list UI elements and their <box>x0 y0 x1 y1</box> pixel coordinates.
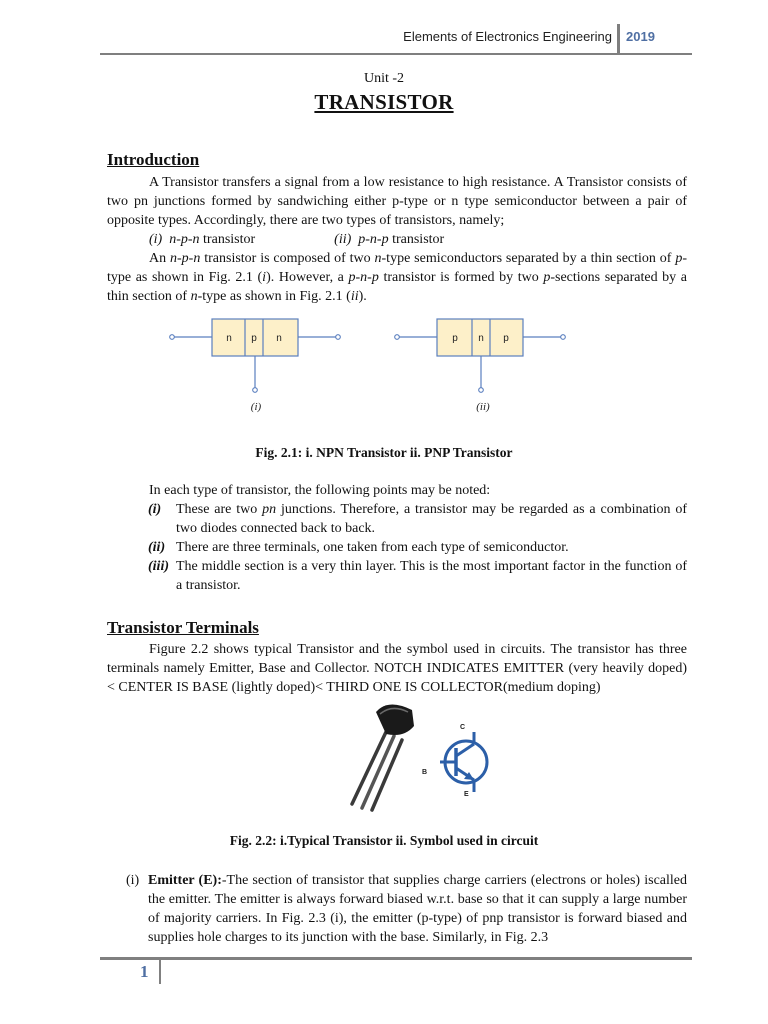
type-ii-word: transistor <box>392 232 445 247</box>
intro-paragraph <box>107 173 687 306</box>
pnp-layer-1: p <box>452 333 458 344</box>
emitter-num: (i) <box>126 873 140 888</box>
pnp-diagram <box>390 314 570 418</box>
transistor-symbol <box>422 724 487 798</box>
base-label: B <box>422 769 428 776</box>
note-num: (iii) <box>148 559 169 574</box>
note-num: (ii) <box>148 540 166 555</box>
npn-diagram <box>165 314 345 418</box>
note-text: The middle section is a very thin layer. This is the most important factor in the function of a transistor. <box>176 559 687 593</box>
emitter-label: E <box>464 791 469 798</box>
terminals-heading: Transistor Terminals <box>107 618 259 637</box>
transistor-types-line <box>107 230 687 249</box>
npn-label: (i) <box>250 401 262 413</box>
fig-2-1-caption: Fig. 2.1: i. NPN Transistor ii. PNP Transistor <box>255 445 513 460</box>
note-text: These are two pn junctions. Therefore, a transistor may be regarded as a combination of two diodes connected back to back. <box>176 502 688 536</box>
terminals-paragraph <box>107 640 687 697</box>
type-ii-name: p-n-p <box>358 232 389 247</box>
pnp-layer-2: n <box>478 333 484 344</box>
note-item <box>148 557 687 595</box>
running-header-title: Elements of Electronics Engineering <box>403 29 612 44</box>
npn-pnp-paragraph: An n-p-n transistor is composed of two n-type semiconductors separated by a thin section of p-type as shown in Fig. 2.1 (i). However, a p-n-p transistor is formed by two p-sections separated by a thin section of n-type as shown in Fig. 2.1 (ii). <box>107 251 688 304</box>
notes-lead: In each type of transistor, the following points may be noted: <box>149 483 491 498</box>
fig-2-2-caption: Fig. 2.2: i.Typical Transistor ii. Symbol used in circuit <box>229 833 539 848</box>
pnp-label: (ii) <box>476 401 490 413</box>
type-i-word: transistor <box>203 232 256 247</box>
collector-label: C <box>460 724 466 731</box>
header-divider <box>617 24 620 55</box>
page-title: TRANSISTOR <box>314 90 454 114</box>
unit-label: Unit -2 <box>363 71 405 86</box>
type-i-num: (i) <box>149 232 163 247</box>
type-i-name: n-p-n <box>169 232 200 247</box>
type-ii-num: (ii) <box>334 232 352 247</box>
pnp-layer-3: p <box>503 333 509 344</box>
note-text: There are three terminals, one taken from each type of semiconductor. <box>176 540 569 555</box>
note-item <box>148 500 687 538</box>
running-header-year: 2019 <box>626 29 655 44</box>
notes-list <box>148 500 687 595</box>
intro-text: A Transistor transfers a signal from a low resistance to high resistance. A Transistor consists of two pn junctions formed by sandwiching either p-type or n type semiconductor between a pair of opposite types. Accordingly, there are two types of transistors, namely; <box>107 175 687 228</box>
footer-divider <box>159 960 161 984</box>
note-item <box>148 538 687 557</box>
transistor-photo <box>352 704 414 810</box>
npn-layer-1: n <box>226 333 232 344</box>
footer-rule <box>100 957 692 960</box>
emitter-item <box>126 871 687 947</box>
introduction-heading: Introduction <box>107 150 200 169</box>
terminals-text: Figure 2.2 shows typical Transistor and the symbol used in circuits. The transistor has three terminals namely Emitter, Base and Collector. NOTCH INDICATES EMITTER (very heavily doped) < CENTER IS BASE (lightly doped)< THIRD ONE IS COLLECTOR(medium doping) <box>107 642 687 695</box>
note-num: (i) <box>148 502 162 517</box>
fig-2-2-image <box>340 700 500 824</box>
header-rule <box>100 53 692 55</box>
npn-layer-2: p <box>251 333 257 344</box>
npn-layer-3: n <box>276 333 282 344</box>
emitter-text: Emitter (E):-The section of transistor that supplies charge carriers (electrons or holes) iscalled the emitter. The emitter is always forward biased w.r.t. base so that it can supply a large number of majority carriers. In Fig. 2.3 (i), the emitter (p-type) of pnp transistor is forward biased and supplies hole charges to its junction with the base. Similarly, in Fig. 2.3 <box>148 873 687 945</box>
page-number: 1 <box>140 962 149 981</box>
